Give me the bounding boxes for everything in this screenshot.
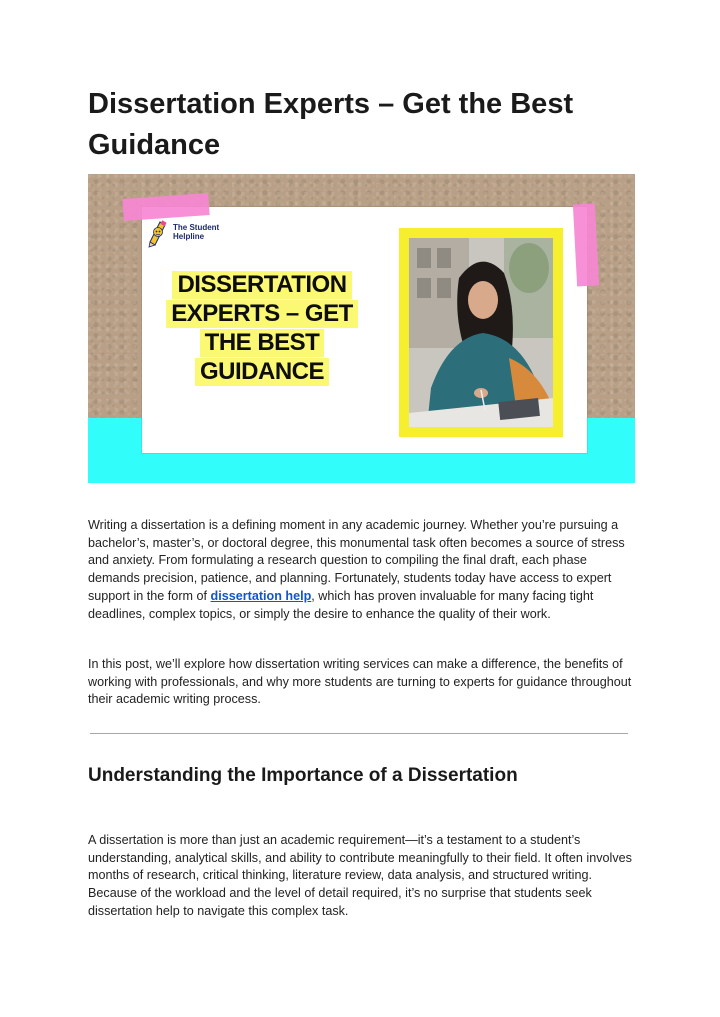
tape-right xyxy=(573,203,599,286)
logo-line-2: Helpline xyxy=(173,232,205,241)
headline-line-1: DISSERTATION xyxy=(172,271,351,299)
headline-line-2: EXPERTS – GET xyxy=(166,300,358,328)
hero-headline xyxy=(154,271,370,387)
dissertation-help-link[interactable]: dissertation help xyxy=(210,588,312,603)
photo-frame xyxy=(399,228,563,437)
logo-line-1: The Student xyxy=(173,223,220,232)
student-helpline-logo xyxy=(146,218,236,250)
overview-paragraph: In this post, we’ll explore how dissertation writing services can make a difference, the benefits of working with professionals, and why more students are turning to experts for guidance throughout their academic writing process. xyxy=(88,657,632,707)
intro-text-after-link: , which has proven invaluable for many facing tight deadlines, complex topics, or simply the desire to enhance the quality of their work. xyxy=(88,588,594,621)
section-divider xyxy=(90,733,628,734)
section-heading: Understanding the Importance of a Dissertation xyxy=(88,765,518,786)
student-writing-photo xyxy=(409,238,553,427)
hero-image xyxy=(88,174,635,483)
section-paragraph: A dissertation is more than just an academic requirement—it’s a testament to a student’s understanding, analytical skills, and ability to contribute meaningfully to their field. It often involves months of research, critical thinking, literature review, data analysis, and structured writing. Because of the workload and the level of detail required, it’s no surprise that students seek dissertation help to navigate this complex task. xyxy=(88,833,632,918)
headline-line-3: THE BEST xyxy=(200,329,325,357)
intro-text-before-link: Writing a dissertation is a defining moment in any academic journey. Whether you’re pursuing a bachelor’s, master’s, or doctoral degree, this monumental task often becomes a source of stress and anxiety. From formulating a research question to compiling the final draft, each phase demands precision, patience, and planning. Fortunately, students today have access to expert support in the form of xyxy=(88,518,625,603)
headline-line-4: GUIDANCE xyxy=(195,358,329,386)
pencil-mascot-icon xyxy=(146,218,172,248)
page-title: Dissertation Experts – Get the Best Guidance xyxy=(88,88,574,161)
intro-paragraph xyxy=(88,517,640,623)
